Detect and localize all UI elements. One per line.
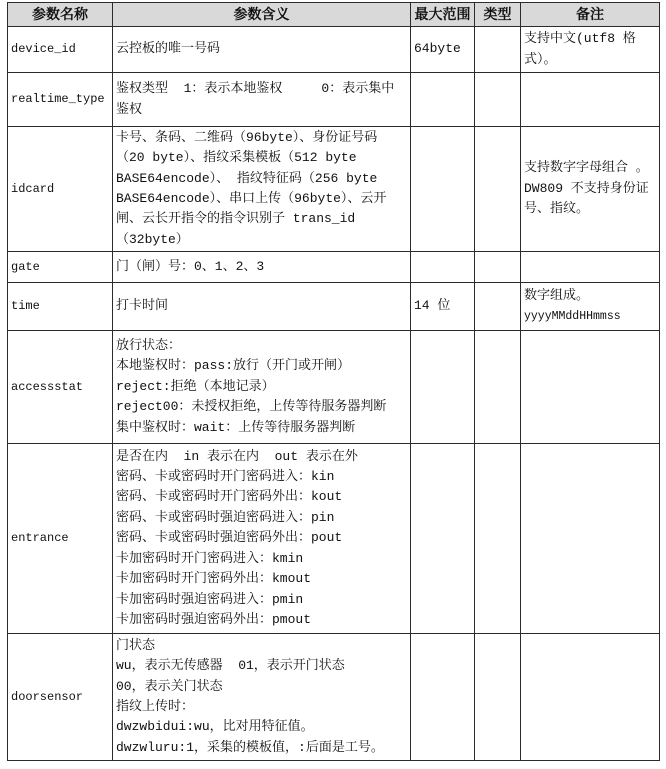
remark-cell: [521, 283, 660, 331]
max-range-cell: [411, 127, 475, 252]
table-row-doorsensor: [8, 634, 660, 761]
max-range-cell: [411, 634, 475, 761]
remark-line: 号、指纹。: [524, 201, 590, 217]
param-meaning-line: 鉴权: [116, 101, 143, 117]
remark-line: 支持数字字母组合 。: [524, 160, 649, 176]
remark-cell: [521, 252, 660, 283]
header-remark: 备注: [521, 3, 660, 27]
param-meaning-cell: [113, 252, 411, 283]
param-name-cell: time: [8, 283, 113, 331]
type-cell: [475, 444, 521, 634]
max-range-cell: 64byte: [411, 27, 475, 73]
parameter-table: [7, 2, 660, 761]
max-range-cell: [411, 252, 475, 283]
param-name-cell: device_id: [8, 27, 113, 73]
max-range-cell: [411, 331, 475, 444]
type-cell: [475, 331, 521, 444]
param-meaning-line: dwzwbidui:wu，比对用特征值。: [116, 719, 314, 735]
remark-cell: [521, 444, 660, 634]
remark-line: DW809 不支持身份证: [524, 180, 649, 196]
param-name-cell: gate: [8, 252, 113, 283]
param-meaning-line: 鉴权类型 1：表示本地鉴权 0：表示集中: [116, 81, 395, 97]
remark-cell: [521, 27, 660, 73]
table-row-time: [8, 283, 660, 331]
param-name-cell: idcard: [8, 127, 113, 252]
param-meaning-line: 云控板的唯一号码: [116, 41, 221, 57]
param-meaning-cell: [113, 27, 411, 73]
remark-cell: [521, 73, 660, 127]
param-meaning-line: 密码、卡或密码时开门密码外出：kout: [116, 489, 343, 505]
param-meaning-line: 打卡时间: [116, 298, 169, 314]
param-meaning-line: （20 byte）、指纹采集模板（512 byte: [116, 150, 357, 166]
param-name-cell: entrance: [8, 444, 113, 634]
max-range-cell: 14 位: [411, 283, 475, 331]
max-range-cell: [411, 73, 475, 127]
param-meaning-line: 卡加密码时开门密码进入：kmin: [116, 550, 304, 566]
table-row-gate: [8, 252, 660, 283]
param-meaning-line: dwzwluru:1，采集的模板值，:后面是工号。: [116, 739, 384, 755]
param-meaning-line: 00，表示关门状态: [116, 678, 223, 694]
remark-line: 式）。: [524, 51, 557, 67]
remark-cell: [521, 634, 660, 761]
param-meaning-line: 集中鉴权时：wait：上传等待服务器判断: [116, 419, 356, 435]
remark-cell: [521, 331, 660, 444]
param-meaning-line: 卡加密码时开门密码外出：kmout: [116, 571, 312, 587]
table-row-device-id: [8, 27, 660, 73]
param-meaning-cell: [113, 127, 411, 252]
param-meaning-line: BASE64encode）、 指纹特征码（256 byte: [116, 170, 378, 186]
param-meaning-line: 本地鉴权时：pass:放行（开门或开闸）: [116, 358, 351, 374]
type-cell: [475, 127, 521, 252]
param-meaning-line: （32byte）: [116, 231, 189, 247]
param-name-cell: accessstat: [8, 331, 113, 444]
table-row-idcard: [8, 127, 660, 252]
param-meaning-line: 密码、卡或密码时开门密码进入：kin: [116, 469, 335, 485]
param-meaning-line: 指纹上传时：: [116, 699, 195, 714]
param-meaning-line: wu，表示无传感器 01，表示开门状态: [116, 658, 345, 674]
param-meaning-line: 密码、卡或密码时强迫密码外出：pout: [116, 530, 343, 546]
param-name-cell: realtime_type: [8, 73, 113, 127]
type-cell: [475, 252, 521, 283]
header-type: 类型: [475, 3, 521, 27]
param-meaning-cell: [113, 73, 411, 127]
param-meaning-line: 是否在内 in 表示在内 out 表示在外: [116, 448, 358, 464]
param-meaning-line: 密码、卡或密码时强迫密码进入：pin: [116, 509, 335, 525]
table-header-row: [8, 3, 660, 27]
remark-line: 数字组成。: [524, 288, 590, 304]
param-meaning-cell: [113, 444, 411, 634]
table-row-realtime-type: [8, 73, 660, 127]
type-cell: [475, 283, 521, 331]
param-meaning-line: reject00：未授权拒绝，上传等待服务器判断: [116, 399, 387, 415]
table-row-accessstat: [8, 331, 660, 444]
max-range-cell: [411, 444, 475, 634]
param-name-cell: doorsensor: [8, 634, 113, 761]
param-meaning-line: 门（闸）号：0、1、2、3: [116, 258, 265, 274]
param-meaning-line: 闸、云长开指令的指令识别子 trans_id: [116, 211, 356, 227]
remark-cell: [521, 127, 660, 252]
param-meaning-line: 门状态: [116, 637, 156, 653]
header-param-name: 参数名称: [8, 3, 113, 27]
type-cell: [475, 634, 521, 761]
param-meaning-line: 卡号、条码、二维码（96byte）、身份证号码: [116, 129, 378, 145]
remark-line: 支持中文(utf8 格: [524, 31, 636, 47]
remark-line: yyyyMMddHHmmss: [524, 309, 621, 323]
param-meaning-line: BASE64encode）、串口上传（96byte）、云开: [116, 191, 387, 206]
param-meaning-line: 卡加密码时强迫密码外出：pmout: [116, 611, 312, 627]
param-meaning-cell: [113, 331, 411, 444]
header-param-meaning: 参数含义: [113, 3, 411, 27]
param-meaning-cell: [113, 283, 411, 331]
header-max-range: 最大范围: [411, 3, 475, 27]
param-meaning-line: reject:拒绝（本地记录）: [116, 378, 275, 394]
type-cell: [475, 27, 521, 73]
param-meaning-line: 卡加密码时强迫密码进入：pmin: [116, 591, 304, 607]
table-row-entrance: [8, 444, 660, 634]
type-cell: [475, 73, 521, 127]
param-meaning-cell: [113, 634, 411, 761]
param-meaning-line: 放行状态：: [116, 337, 182, 353]
